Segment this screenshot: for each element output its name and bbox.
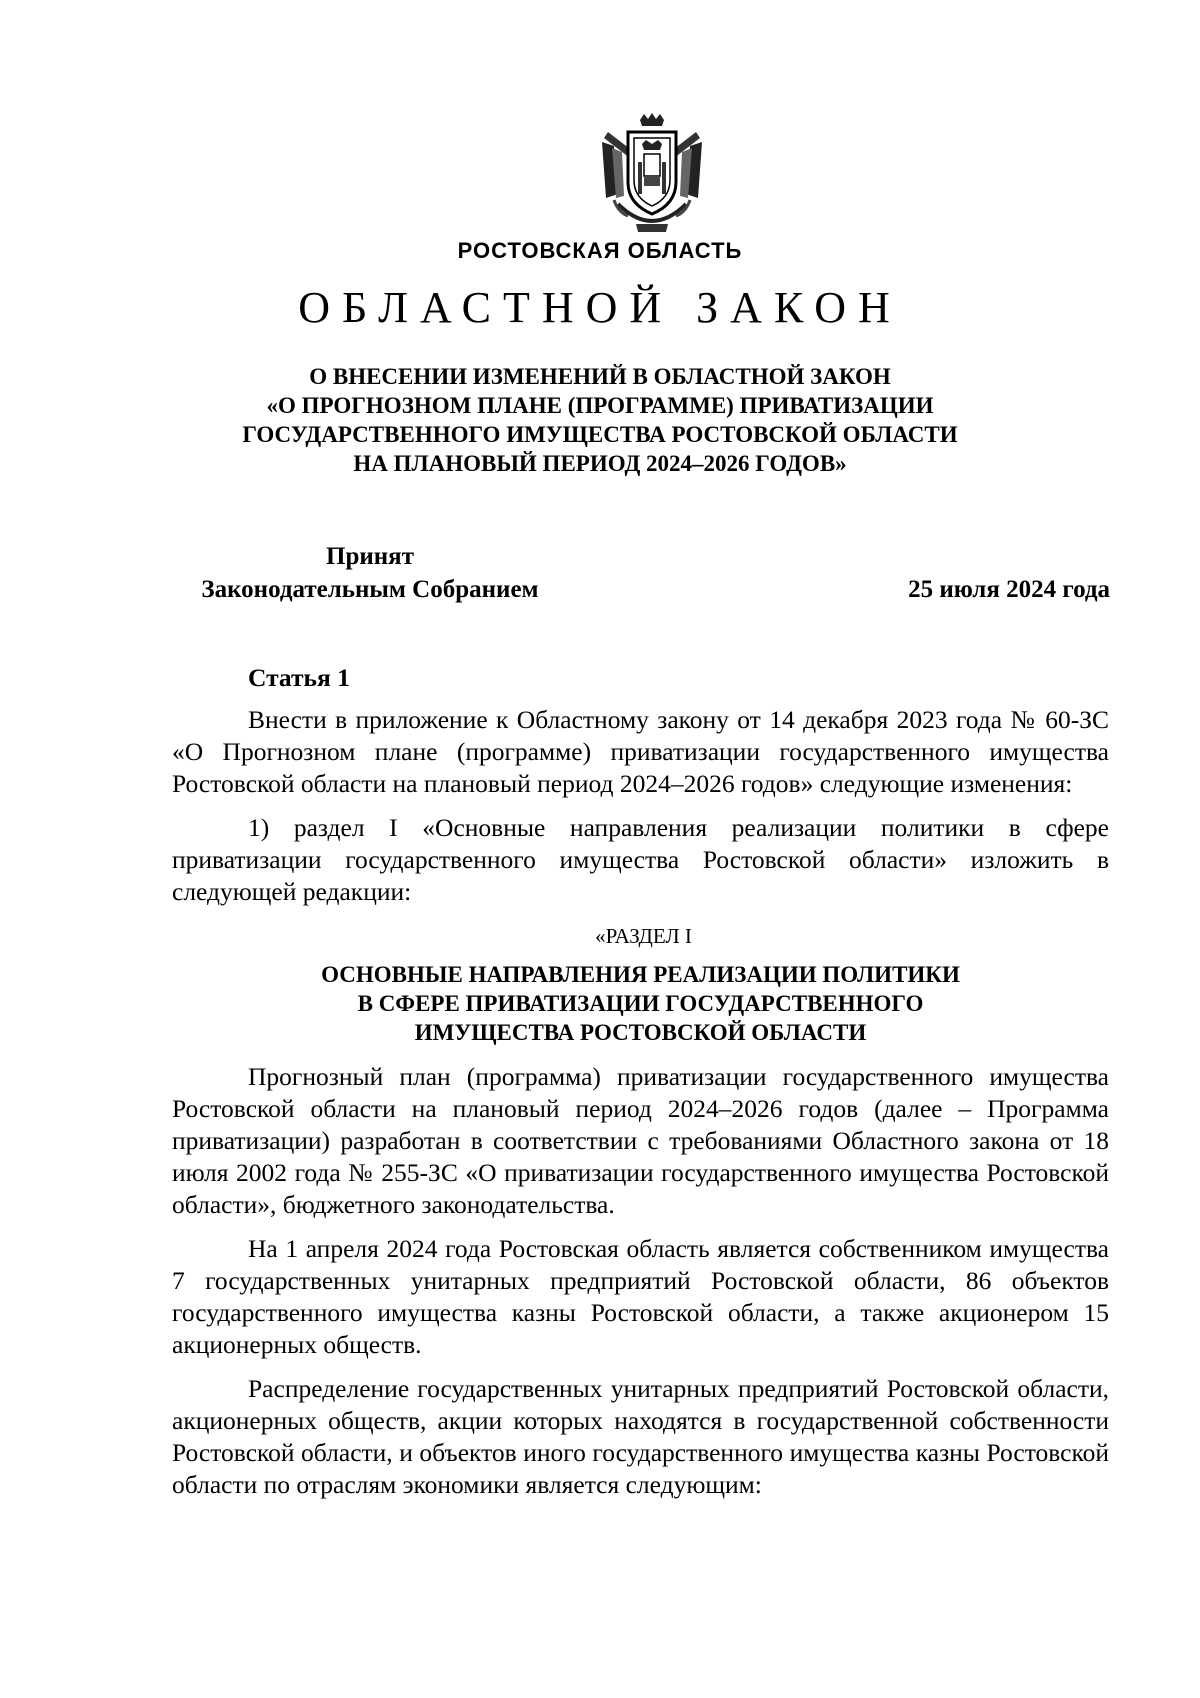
law-title-line: НА ПЛАНОВЫЙ ПЕРИОД 2024–2026 ГОДОВ»: [353, 451, 847, 476]
document-type: ОБЛАСТНОЙ ЗАКОН: [298, 283, 902, 332]
section-title-line: ИМУЩЕСТВА РОСТОВСКОЙ ОБЛАСТИ: [414, 1020, 867, 1045]
law-title: [0, 362, 1200, 478]
document-body: [172, 662, 1109, 1513]
law-title-line: «О ПРОГНОЗНОМ ПЛАНЕ (ПРОГРАММЕ) ПРИВАТИЗАЦИИ: [266, 393, 934, 418]
region-name: РОСТОВСКАЯ ОБЛАСТЬ: [457, 238, 743, 263]
amendment-item: 1) раздел I «Основные направления реализации политики в сфере приватизации государственного имущества Ростовской области» изложить в следующей редакции:: [172, 813, 1109, 906]
section-title: [172, 960, 1109, 1047]
law-title-line: ГОСУДАРСТВЕННОГО ИМУЩЕСТВА РОСТОВСКОЙ ОБЛАСТИ: [242, 422, 958, 447]
body-paragraph: На 1 апреля 2024 года Ростовская область является собственником имущества 7 государственных унитарных предприятий Ростовской области, 86 объектов государственного имущества казны Ростовской области, а также акционером 15 акционерных обществ.: [172, 1234, 1109, 1359]
section-title-line: В СФЕРЕ ПРИВАТИЗАЦИИ ГОСУДАРСТВЕННОГО: [357, 991, 924, 1016]
section-label: «РАЗДЕЛ I: [595, 924, 692, 948]
section-title-line: ОСНОВНЫЕ НАПРАВЛЕНИЯ РЕАЛИЗАЦИИ ПОЛИТИКИ: [321, 962, 960, 987]
body-paragraph: Прогнозный план (программа) приватизации государственного имущества Ростовской области на плановый период 2024–2026 годов (далее – Программа приватизации) разработан в соответствии с требованиями Областного закона от 18 июля 2002 года № 255-ЗС «О приватизации государственного имущества Ростовской области», бюджетного законодательства.: [172, 1062, 1109, 1219]
adoption-body: [170, 540, 570, 606]
adoption-line: Законодательным Собранием: [201, 576, 539, 603]
coat-of-arms-icon: [588, 112, 716, 240]
body-paragraph: Распределение государственных унитарных предприятий Ростовской области, акционерных обществ, акции которых находятся в государственной собственности Ростовской области, и объектов иного государственного имущества казны Ростовской области по отраслям экономики является следующим:: [172, 1374, 1109, 1499]
article-heading: Статья 1: [248, 663, 350, 692]
article-intro: Внести в приложение к Областному закону от 14 декабря 2023 года № 60-ЗС «О Прогнозном плане (программе) приватизации государственного имущества Ростовской области на плановый период 2024–2026 годов» следующие изменения:: [172, 705, 1109, 798]
law-title-line: О ВНЕСЕНИИ ИЗМЕНЕНИЙ В ОБЛАСТНОЙ ЗАКОН: [309, 364, 891, 389]
adoption-date: 25 июля 2024 года: [908, 576, 1110, 603]
adoption-line: Принят: [326, 543, 414, 570]
